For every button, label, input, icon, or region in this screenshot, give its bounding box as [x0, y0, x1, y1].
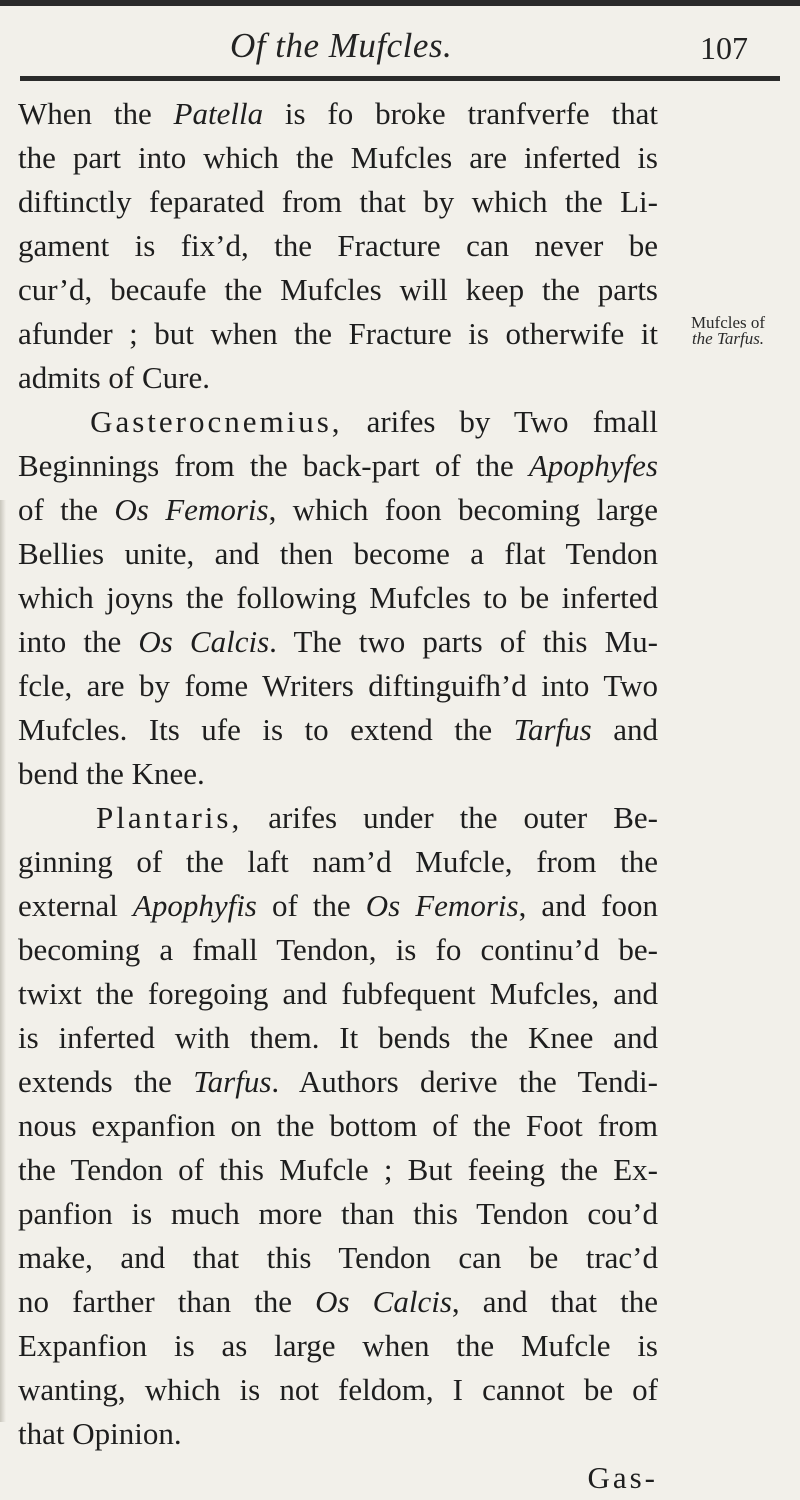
text-line: Gasterocnemius, arifes by Two fmall — [90, 404, 658, 439]
text-line: panfion is much more than this Tendon cou’d — [18, 1196, 658, 1231]
text-line: gament is fix’d, the Fracture can never be — [18, 228, 658, 263]
text-line: cur’d, becaufe the Mufcles will keep the parts — [18, 272, 658, 307]
catchword: Gas- — [587, 1460, 658, 1495]
text-line: Bellies unite, and then become a flat Tendon — [18, 536, 658, 571]
text-line: nous expanfion on the bottom of the Foot from — [18, 1108, 658, 1143]
text-line: Expanfion is as large when the Mufcle is — [18, 1328, 658, 1363]
running-head: Of the Mufcles. — [230, 26, 453, 65]
text-line: Plantaris, arifes under the outer Be- — [96, 800, 658, 835]
text-line: admits of Cure. — [18, 360, 210, 395]
text-line: Mufcles. Its ufe is to extend the Tarfus and — [18, 712, 658, 747]
text-line: Beginnings from the back-part of the Apophyfes — [18, 448, 658, 483]
text-line: bend the Knee. — [18, 756, 205, 791]
text-line: no farther than the Os Calcis, and that the — [18, 1284, 658, 1319]
margin-note-line-2: the Tarfus. — [691, 329, 765, 348]
text-line: the Tendon of this Mufcle ; But feeing the Ex- — [18, 1152, 658, 1187]
muscle-heading: Plantaris, — [96, 800, 243, 835]
text-line: becoming a fmall Tendon, is fo continu’d be- — [18, 932, 658, 967]
text-line: which joyns the following Mufcles to be inferted — [18, 580, 658, 615]
text-line: extends the Tarfus. Authors derive the Tendi- — [18, 1064, 658, 1099]
page-gutter-shadow — [0, 500, 6, 1422]
page-number: 107 — [700, 30, 748, 66]
text-line: is inferted with them. It bends the Knee and — [18, 1020, 658, 1055]
muscle-heading: Gasterocnemius, — [90, 404, 343, 439]
text-line: afunder ; but when the Fracture is otherwife it — [18, 316, 658, 351]
text-line: that Opinion. — [18, 1416, 182, 1451]
text-line: of the Os Femoris, which foon becoming large — [18, 492, 658, 527]
body-text — [18, 92, 658, 1500]
text-line: diftinctly feparated from that by which the Li- — [18, 184, 658, 219]
text-line: twixt the foregoing and fubfequent Mufcles, and — [18, 976, 658, 1011]
header-rule — [20, 76, 780, 81]
text-line: external Apophyfis of the Os Femoris, and foon — [18, 888, 658, 923]
top-rule — [0, 0, 800, 6]
text-line: make, and that this Tendon can be trac’d — [18, 1240, 658, 1275]
text-line: into the Os Calcis. The two parts of this Mu- — [18, 624, 658, 659]
text-line: the part into which the Mufcles are inferted is — [18, 140, 658, 175]
margin-note-line-1: Mufcles of — [690, 313, 766, 332]
text-line: When the Patella is fo broke tranfverfe that — [18, 96, 658, 131]
text-line: ginning of the laft nam’d Mufcle, from the — [18, 844, 658, 879]
margin-note — [658, 315, 798, 347]
text-line: wanting, which is not feldom, I cannot be of — [18, 1372, 658, 1407]
text-line: fcle, are by fome Writers diftinguifh’d into Two — [18, 668, 658, 703]
